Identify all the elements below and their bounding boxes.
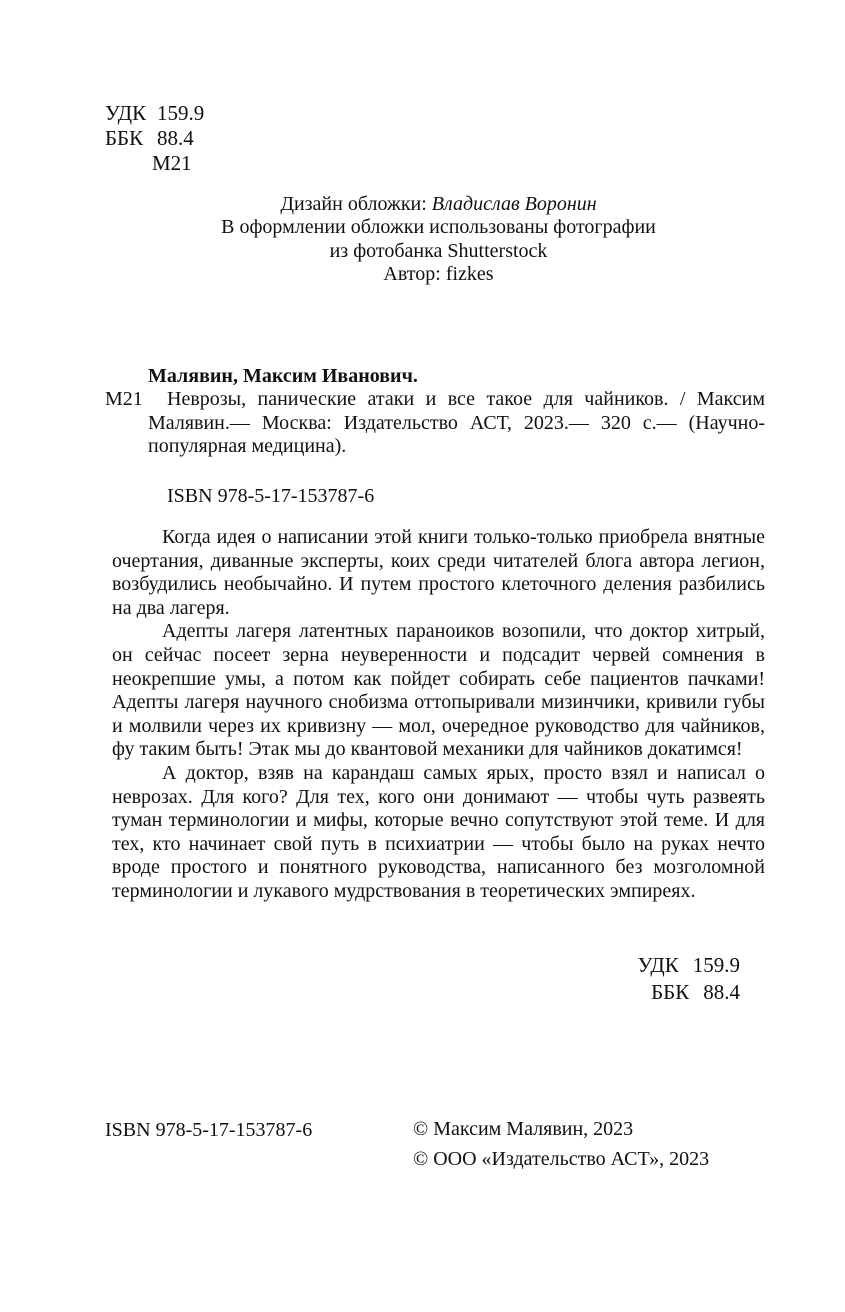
bbk-line-bottom bbox=[638, 979, 740, 1006]
udk-line-bottom bbox=[638, 952, 740, 979]
cover-design-line bbox=[112, 193, 765, 216]
bbk-label: ББК bbox=[105, 126, 144, 150]
biblio-author-header: Малявин, Максим Иванович. bbox=[148, 365, 418, 387]
udk-value-bottom: 159.9 bbox=[692, 953, 740, 977]
bibliographic-record bbox=[105, 365, 765, 459]
photo-credit-line-1: В оформлении обложки использованы фотографии bbox=[221, 216, 656, 239]
biblio-description: Неврозы, панические атаки и все такое для чайников. / Максим Малявин.— Москва: Издательство АСТ, 2023.— 320 с.— (Научно-популярная медицина). bbox=[148, 388, 765, 458]
bbk-line bbox=[105, 126, 204, 151]
udk-label: УДК bbox=[105, 101, 147, 125]
udk-line bbox=[105, 101, 204, 126]
copyright-publisher: © ООО «Издательство АСТ», 2023 bbox=[413, 1147, 710, 1170]
isbn-line: ISBN 978-5-17-153787-6 bbox=[167, 485, 375, 507]
copyright-author: © Максим Малявин, 2023 bbox=[413, 1118, 634, 1140]
footer-copyright-block bbox=[413, 1115, 709, 1174]
cover-design-prefix: Дизайн обложки: bbox=[280, 193, 432, 215]
author-sign: М21 bbox=[152, 151, 192, 175]
udk-value: 159.9 bbox=[157, 101, 205, 125]
bbk-value: 88.4 bbox=[157, 126, 194, 150]
photo-credit-line-2: из фотобанка Shutterstock bbox=[329, 239, 548, 262]
annotation-paragraph: Адепты лагеря латентных параноиков возопили, что доктор хитрый, он сейчас посеет зерна неуверенности и подсадит червей сомнения в неокрепшие умы, а потом как пойдет собирать себе пациентов пачками! Адепты лагеря научного снобизма оттопыривали мизинчики, кривили губы и молвили через их кривизну — мол, очередное руководство для чайников, фу таким быть! Этак мы до квантовой механики для чайников докатимся! bbox=[112, 620, 765, 761]
annotation-paragraph: А доктор, взяв на карандаш самых ярых, просто взял и написал о неврозах. Для кого? Для тех, кого они донимают — чтобы чуть развеять туман терминологии и мифы, которые вечно сопутствуют этой теме. И для тех, кто начинает свой путь в психиатрии — чтобы было на руках нечто вроде простого и понятного руководства, написанного без мозголомной терминологии и лукавого мудрствования в теоретических эмпиреях. bbox=[112, 761, 765, 902]
udk-label-bottom: УДК bbox=[637, 953, 679, 977]
biblio-text bbox=[148, 365, 765, 459]
cover-designer-name: Владислав Воронин bbox=[431, 193, 597, 215]
annotation-paragraph: Когда идея о написании этой книги только-только приобрела внятные очертания, диванные эксперты, коих среди читателей блога автора легион, возбудились необычайно. И путем простого клеточного деления разбились на два лагеря. bbox=[112, 526, 765, 619]
classification-block-bottom bbox=[638, 952, 740, 1005]
annotation-body bbox=[112, 526, 765, 904]
bbk-value-bottom: 88.4 bbox=[703, 979, 740, 1004]
photo-author-line: Автор: fizkes bbox=[383, 262, 494, 285]
biblio-author-sign: М21 bbox=[105, 388, 143, 411]
footer-isbn: ISBN 978-5-17-153787-6 bbox=[105, 1119, 313, 1141]
author-sign-line bbox=[105, 151, 204, 176]
bbk-label-bottom: ББК bbox=[651, 979, 690, 1004]
cover-credits-block bbox=[112, 193, 765, 286]
classification-block-top bbox=[105, 101, 204, 176]
